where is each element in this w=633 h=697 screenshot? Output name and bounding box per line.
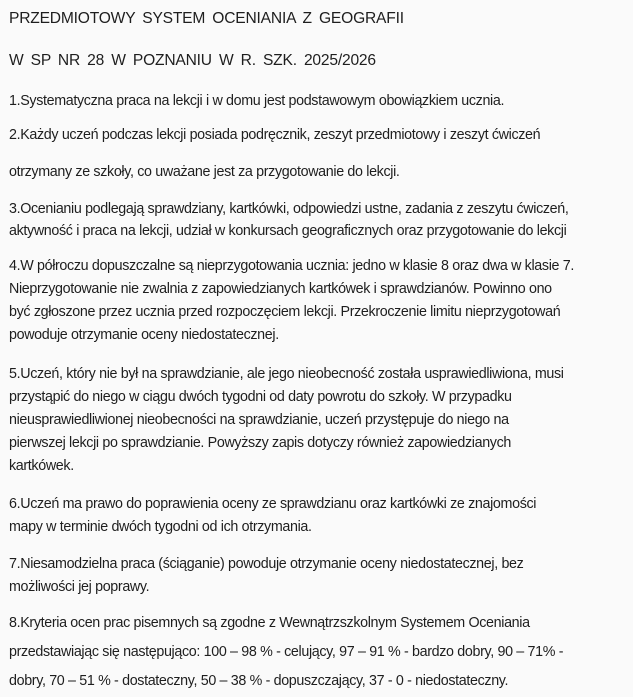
rule-6-line-1: 6.Uczeń ma prawo do poprawienia oceny ze sprawdzianu oraz kartkówki ze znajomości xyxy=(9,496,537,512)
rule-7-line-1: 7.Niesamodzielna praca (ściąganie) powoduje otrzymanie oceny niedostatecznej, bez xyxy=(9,556,524,572)
rule-4-line-1: 4.W półroczu dopuszczalne są nieprzygotowania ucznia: jedno w klasie 8 oraz dwa w klasie 7. xyxy=(9,258,574,274)
rule-3-line-2: aktywność i praca na lekcji, udział w konkursach geograficznych oraz przygotowanie do lekcji xyxy=(9,223,567,239)
rule-5-line-4: pierwszej lekcji po sprawdzianie. Powyższy zapis dotyczy również zapowiedzianych xyxy=(9,435,512,451)
document-title-line-2: W SP NR 28 W POZNANIU W R. SZK. 2025/2026 xyxy=(9,52,376,69)
rule-5-line-3: nieusprawiedliwionej nieobecności na sprawdzianie, uczeń przystępuje do niego na xyxy=(9,412,509,428)
rule-2-line-1: 2.Każdy uczeń podczas lekcji posiada podręcznik, zeszyt przedmiotowy i zeszyt ćwiczeń xyxy=(9,127,541,143)
document-title-line-1: PRZEDMIOTOWY SYSTEM OCENIANIA Z GEOGRAFII xyxy=(9,10,404,27)
rule-5-line-1: 5.Uczeń, który nie był na sprawdzianie, ale jego nieobecność została usprawiedliwiona, musi xyxy=(9,366,564,382)
rule-4-line-4: powoduje otrzymanie oceny niedostatecznej. xyxy=(9,327,279,343)
rule-8-line-3: dobry, 70 – 51 % - dostateczny, 50 – 38 % - dopuszczający, 37 - 0 - niedostateczny. xyxy=(9,673,509,689)
rule-1-line-1: 1.Systematyczna praca na lekcji i w domu jest podstawowym obowiązkiem ucznia. xyxy=(9,93,505,109)
rule-5-line-2: przystąpić do niego w ciągu dwóch tygodni od daty powrotu do szkoły. W przypadku xyxy=(9,389,512,405)
rule-7-line-2: możliwości jej poprawy. xyxy=(9,579,150,595)
rule-4-line-2: Nieprzygotowanie nie zwalnia z zapowiedzianych kartkówek i sprawdzianów. Powinno ono xyxy=(9,281,552,297)
rule-5-line-5: kartkówek. xyxy=(9,458,74,474)
rule-3-line-1: 3.Ocenianiu podlegają sprawdziany, kartkówki, odpowiedzi ustne, zadania z zeszytu ćwiczeń, xyxy=(9,201,569,217)
rule-8-line-1: 8.Kryteria ocen prac pisemnych są zgodne z Wewnątrzszkolnym Systemem Oceniania xyxy=(9,615,530,631)
rule-8-line-2: przedstawiając się następująco: 100 – 98 % - celujący, 97 – 91 % - bardzo dobry, 90 – 71% - xyxy=(9,644,564,660)
rule-6-line-2: mapy w terminie dwóch tygodni od ich otrzymania. xyxy=(9,519,312,535)
rule-2-line-2: otrzymany ze szkoły, co uważane jest za przygotowanie do lekcji. xyxy=(9,164,400,180)
rule-4-line-3: być zgłoszone przez ucznia przed rozpoczęciem lekcji. Przekroczenie limitu nieprzygotowań xyxy=(9,304,561,320)
